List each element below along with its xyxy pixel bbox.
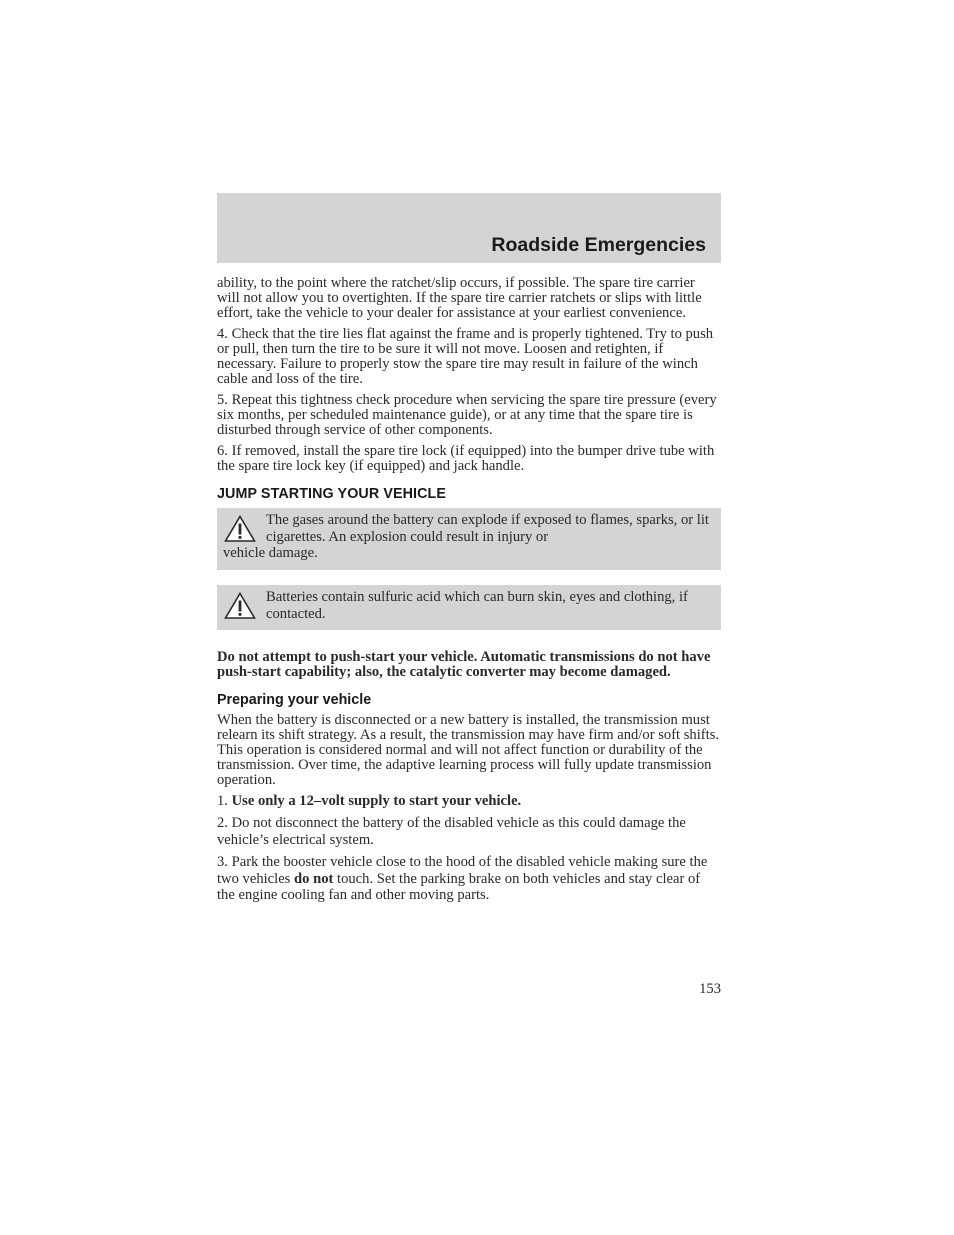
section-header-band [217, 193, 721, 263]
paragraph: When the battery is disconnected or a new battery is installed, the transmission must relearn its shift strategy. As a result, the transmission may have firm and/or soft shifts. This operation is considered normal and will not affect function or durability of the transmission. Over time, the adaptive learning process will fully update transmission operation. [217, 712, 720, 788]
paragraph: 4. Check that the tire lies flat against the frame and is properly tightened. Try to push or pull, then turn the tire to be sure it will not move. Loosen and retighten, if necessary. Failure to properly stow the spare tire may result in failure of the winch cable and loss of the tire. [217, 326, 714, 387]
subsection-heading: Preparing your vehicle [217, 692, 372, 708]
paragraph: 6. If removed, install the spare tire lock (if equipped) into the bumper drive tube with the spare tire lock key (if equipped) and jack handle. [217, 443, 715, 474]
warning-triangle-icon [224, 515, 256, 543]
step-number: 1. [217, 793, 228, 809]
warning-text-continued: vehicle damage. [223, 545, 318, 561]
manual-page [217, 193, 721, 997]
bold-notice: Do not attempt to push-start your vehicle. Automatic transmissions do not have push-start capability; also, the catalytic converter may become damaged. [217, 649, 711, 680]
warning-box-acid [217, 585, 721, 630]
page-content [217, 263, 721, 904]
warning-text: The gases around the battery can explode if exposed to flames, sparks, or lit cigarettes. An explosion could result in injury or [266, 512, 709, 545]
section-title: Roadside Emergencies [491, 234, 706, 256]
step-2: 2. Do not disconnect the battery of the disabled vehicle as this could damage the vehicle’s electrical system. [217, 815, 686, 848]
step-text: Use only a 12–volt supply to start your vehicle. [231, 793, 522, 809]
warning-text: Batteries contain sulfuric acid which can burn skin, eyes and clothing, if contacted. [266, 589, 688, 622]
step-1 [217, 794, 721, 809]
emphasis: do not [294, 870, 334, 887]
step-text: touch. Set the parking brake on both vehicles and stay clear of the engine cooling fan and other moving parts. [217, 870, 701, 903]
paragraph: ability, to the point where the ratchet/slip occurs, if possible. The spare tire carrier will not allow you to overtighten. If the spare tire carrier ratchets or slips with little effort, take the vehicle to your dealer for assistance at your earliest convenience. [217, 275, 702, 321]
page-number: 153 [699, 981, 721, 997]
paragraph: 5. Repeat this tightness check procedure when servicing the spare tire pressure (every six months, per scheduled maintenance guide), or at any time that the spare tire is disturbed through service of other components. [217, 392, 717, 438]
step-text: 3. Park the booster vehicle close to the hood of the disabled vehicle making sure the two vehicles [217, 854, 708, 887]
step-3 [217, 854, 721, 904]
warning-box-explosion [217, 508, 721, 570]
warning-triangle-icon [224, 592, 256, 620]
section-heading: JUMP STARTING YOUR VEHICLE [217, 486, 446, 502]
